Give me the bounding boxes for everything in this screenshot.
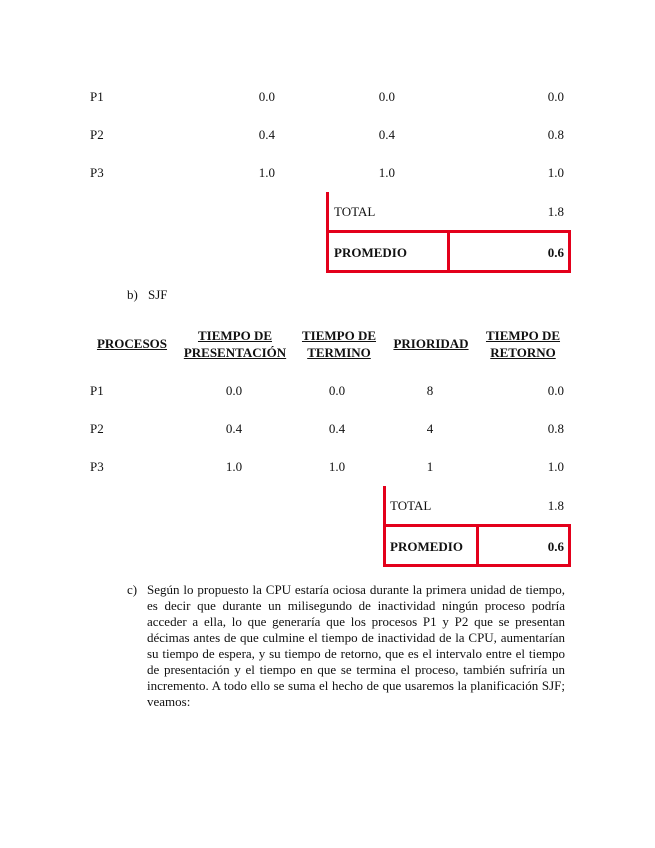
table-b-header-procesos: PROCESOS	[96, 336, 168, 351]
table-a-row-1-col2: 0.0	[378, 89, 395, 104]
table-a-row-3-col2: 1.0	[378, 165, 395, 180]
paragraph-line: su tiempo de espera, y su tiempo de retorno, que es el intervalo entre el tiempo	[147, 646, 565, 661]
table-b-row-3-retorno: 1.0	[547, 459, 564, 474]
section-b-label: b)	[127, 287, 138, 302]
table-b-row-2-prioridad: 4	[426, 421, 434, 436]
table-a-row-3-process: P3	[90, 165, 104, 180]
paragraph-line: incremento. A todo ello se suma el hecho de que usaremos la planificación SJF;	[147, 678, 565, 693]
table-a-average-label: PROMEDIO	[334, 245, 407, 260]
table-b-average-value: 0.6	[547, 539, 564, 554]
table-a-average-value: 0.6	[547, 245, 564, 260]
table-b-row-3-termino: 1.0	[328, 459, 346, 474]
paragraph-line: es decir que durante un milisegundo de inactividad ningún proceso podría	[147, 598, 565, 613]
table-a-total-value: 1.8	[547, 204, 564, 219]
section-c-paragraph	[147, 582, 565, 710]
table-b-total-label: TOTAL	[390, 498, 432, 513]
table-b-row-1-termino: 0.0	[328, 383, 346, 398]
table-b-row-3-prioridad: 1	[426, 459, 434, 474]
table-a-total-label: TOTAL	[334, 204, 376, 219]
section-b-title: SJF	[148, 287, 168, 302]
table-b-row-2-process: P2	[90, 421, 104, 436]
table-b-total-value: 1.8	[547, 498, 564, 513]
paragraph-line: veamos:	[147, 694, 191, 709]
table-b-row-1-presentacion: 0.0	[225, 383, 243, 398]
table-a-row-2-col1: 0.4	[258, 127, 275, 142]
table-a-row-1-process: P1	[90, 89, 104, 104]
paragraph-line: acceder a ella, lo que generaría que los procesos P1 y P2 que se presentan	[147, 614, 565, 629]
paragraph-line: de presentación y el tiempo en que se termina el proceso, también sufriría un	[147, 662, 565, 677]
table-a-row-3-col3: 1.0	[547, 165, 564, 180]
table-a-row-2-col2: 0.4	[378, 127, 395, 142]
table-a-row-1-col3: 0.0	[547, 89, 564, 104]
table-b-row-2-presentacion: 0.4	[225, 421, 243, 436]
table-b-row-1-retorno: 0.0	[547, 383, 564, 398]
table-b-row-1-process: P1	[90, 383, 104, 398]
table-a-average-divider	[447, 230, 450, 273]
table-a-row-1-col1: 0.0	[258, 89, 275, 104]
table-b-average-label: PROMEDIO	[390, 539, 463, 554]
table-b-row-3-presentacion: 1.0	[225, 459, 243, 474]
table-a-row-2-process: P2	[90, 127, 104, 142]
paragraph-line: Según lo propuesto la CPU estaría ociosa durante la primera unidad de tiempo,	[147, 582, 565, 597]
table-b-row-2-termino: 0.4	[328, 421, 346, 436]
table-b-row-2-retorno: 0.8	[547, 421, 564, 436]
table-a-row-3-col1: 1.0	[258, 165, 275, 180]
table-b-row-3-process: P3	[90, 459, 104, 474]
section-c-label: c)	[127, 582, 138, 597]
table-b-row-1-prioridad: 8	[426, 383, 434, 398]
table-b-average-divider	[476, 524, 479, 567]
table-a-total-border	[326, 192, 329, 232]
table-a-row-2-col3: 0.8	[547, 127, 564, 142]
table-b-header-presentacion: TIEMPO DE PRESENTACIÓN	[183, 328, 287, 360]
table-b-header-retorno: TIEMPO DE RETORNO	[485, 328, 561, 360]
table-b-header-prioridad: PRIORIDAD	[393, 336, 469, 351]
paragraph-line: décimas antes de que culmine el tiempo de inactividad de la CPU, aumentarían	[147, 630, 565, 645]
table-b-total-border	[383, 486, 386, 526]
table-b-header-termino: TIEMPO DE TERMINO	[301, 328, 377, 360]
